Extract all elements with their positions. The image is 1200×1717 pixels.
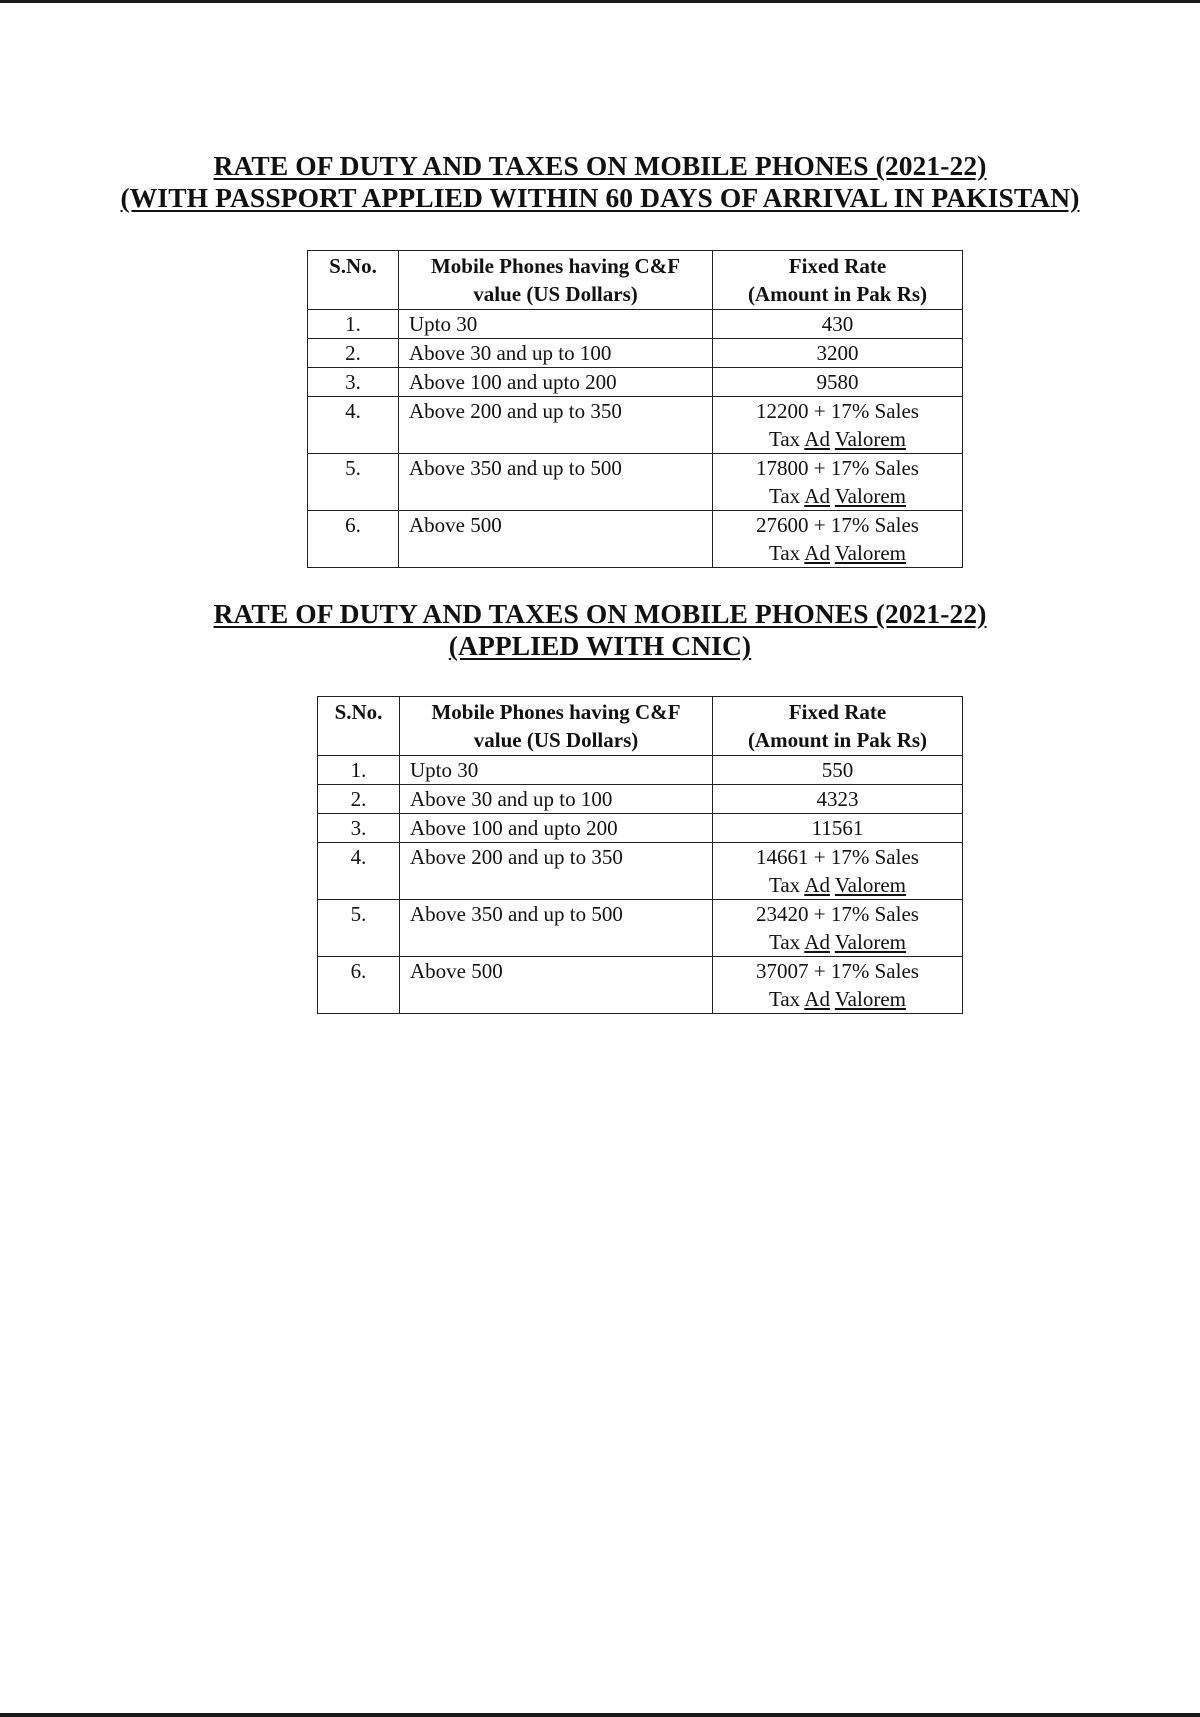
table-row [318, 900, 963, 957]
cnic-heading-line2: (APPLIED WITH CNIC) [448, 630, 752, 661]
cnic-rates-table [317, 696, 963, 1014]
sno-header: S.No. [318, 697, 400, 756]
range-cell: Above 200 and up to 350 [399, 397, 713, 454]
table-row [318, 957, 963, 1014]
value-header: Mobile Phones having C&F value (US Dollars) [400, 697, 713, 756]
range-cell: Above 100 and upto 200 [399, 368, 713, 397]
table-row [318, 756, 963, 785]
table-row [318, 814, 963, 843]
sno-cell: 4. [308, 397, 399, 454]
rate-cell: 430 [713, 310, 963, 339]
range-cell: Above 100 and upto 200 [400, 814, 713, 843]
rate-cell: 17800 + 17% Sales Tax Ad Valorem [713, 454, 963, 511]
range-cell: Above 30 and up to 100 [399, 339, 713, 368]
sno-cell: 6. [318, 957, 400, 1014]
scan-edge-bottom [0, 1713, 1200, 1717]
passport-heading-line2: (WITH PASSPORT APPLIED WITHIN 60 DAYS OF ARRIVAL IN PAKISTAN) [120, 182, 1080, 213]
range-cell: Above 500 [400, 957, 713, 1014]
table-row [308, 310, 963, 339]
table-row [318, 843, 963, 900]
table-row [308, 397, 963, 454]
passport-section-heading [0, 150, 1200, 214]
range-cell: Above 500 [399, 511, 713, 568]
table-header-row [308, 251, 963, 310]
rate-cell: 27600 + 17% Sales Tax Ad Valorem [713, 511, 963, 568]
range-cell: Above 200 and up to 350 [400, 843, 713, 900]
table-header-row [318, 697, 963, 756]
sno-cell: 1. [318, 756, 400, 785]
rate-header: Fixed Rate (Amount in Pak Rs) [713, 697, 963, 756]
table-row [308, 511, 963, 568]
rate-cell: 23420 + 17% Sales Tax Ad Valorem [713, 900, 963, 957]
range-cell: Above 30 and up to 100 [400, 785, 713, 814]
table-row [318, 785, 963, 814]
sno-cell: 3. [308, 368, 399, 397]
sno-cell: 6. [308, 511, 399, 568]
sno-header: S.No. [308, 251, 399, 310]
sno-cell: 3. [318, 814, 400, 843]
rate-cell: 14661 + 17% Sales Tax Ad Valorem [713, 843, 963, 900]
scan-edge-top [0, 0, 1200, 3]
passport-heading-line1: RATE OF DUTY AND TAXES ON MOBILE PHONES (2021-22) [213, 150, 987, 181]
rate-cell: 11561 [713, 814, 963, 843]
sno-cell: 1. [308, 310, 399, 339]
sno-cell: 5. [318, 900, 400, 957]
sno-cell: 5. [308, 454, 399, 511]
range-cell: Above 350 and up to 500 [399, 454, 713, 511]
rate-cell: 9580 [713, 368, 963, 397]
table-row [308, 454, 963, 511]
cnic-heading-line1: RATE OF DUTY AND TAXES ON MOBILE PHONES (2021-22) [213, 598, 987, 629]
rate-cell: 550 [713, 756, 963, 785]
rate-cell: 3200 [713, 339, 963, 368]
rate-cell: 12200 + 17% Sales Tax Ad Valorem [713, 397, 963, 454]
table-row [308, 368, 963, 397]
range-cell: Above 350 and up to 500 [400, 900, 713, 957]
range-cell: Upto 30 [400, 756, 713, 785]
rate-cell: 4323 [713, 785, 963, 814]
passport-rates-table [307, 250, 963, 568]
table-row [308, 339, 963, 368]
rate-cell: 37007 + 17% Sales Tax Ad Valorem [713, 957, 963, 1014]
range-cell: Upto 30 [399, 310, 713, 339]
cnic-section-heading [0, 598, 1200, 662]
sno-cell: 2. [318, 785, 400, 814]
sno-cell: 4. [318, 843, 400, 900]
rate-header: Fixed Rate (Amount in Pak Rs) [713, 251, 963, 310]
sno-cell: 2. [308, 339, 399, 368]
value-header: Mobile Phones having C&F value (US Dollars) [399, 251, 713, 310]
